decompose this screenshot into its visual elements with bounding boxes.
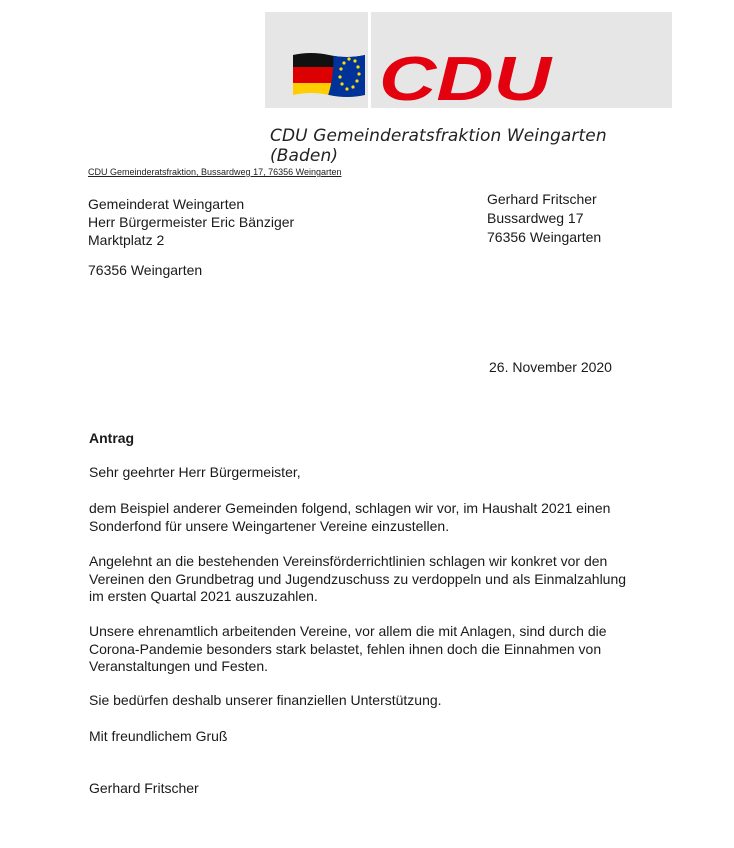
- closing: Mit freundlichem Gruß: [89, 728, 228, 744]
- flag-icon: [291, 51, 366, 99]
- text-line: im ersten Quartal 2021 auszuzahlen.: [89, 588, 318, 604]
- paragraph-3: [89, 623, 689, 676]
- logo-flag-panel: [265, 12, 368, 108]
- sender-street: Bussardweg 17: [487, 210, 584, 226]
- text-line: Veranstaltungen und Festen.: [89, 658, 269, 674]
- paragraph-2: [89, 553, 689, 606]
- return-address-line: CDU Gemeinderatsfraktion, Bussardweg 17, 76356 Weingarten: [88, 167, 342, 177]
- cdu-logo: [377, 48, 557, 104]
- letter-date: 26. November 2020: [489, 359, 612, 375]
- signature: Gerhard Fritscher: [89, 780, 199, 796]
- sender-name: Gerhard Fritscher: [487, 191, 597, 207]
- paragraph-4: [89, 692, 689, 710]
- text-line: Corona-Pandemie besonders stark belastet, fehlen ihnen doch die Einnahmen von: [89, 640, 602, 657]
- text-line: Angelehnt an die bestehenden Vereinsförderrichtlinien schlagen wir konkret vor den: [89, 553, 608, 569]
- sender-address: [487, 190, 601, 247]
- text-line: Sie bedürfen deshalb unserer finanziellen Unterstützung.: [89, 692, 442, 708]
- recipient-line: Herr Bürgermeister Eric Bänziger: [88, 214, 295, 230]
- recipient-line: Gemeinderat Weingarten: [88, 196, 245, 212]
- text-line: Sonderfond für unsere Weingartener Vereine einzustellen.: [89, 517, 450, 534]
- recipient-address: [88, 195, 294, 279]
- letter-subject: Antrag: [89, 430, 135, 446]
- cdu-logo-text: CDU: [379, 48, 554, 104]
- logo-cdu-panel: [371, 12, 672, 108]
- paragraph-1: [89, 500, 689, 535]
- sender-city: 76356 Weingarten: [487, 229, 602, 245]
- text-line: Vereinen den Grundbetrag und Jugendzuschuss zu verdoppeln und als Einmalzahlung: [89, 570, 627, 587]
- text-line: Unsere ehrenamtlich arbeitenden Vereine, vor allem die mit Anlagen, sind durch die: [89, 623, 607, 639]
- recipient-line: Marktplatz 2: [88, 232, 165, 248]
- party-title: CDU Gemeinderatsfraktion Weingarten (Baden): [270, 126, 607, 166]
- recipient-line: 76356 Weingarten: [88, 262, 203, 278]
- text-line: dem Beispiel anderer Gemeinden folgend, schlagen wir vor, im Haushalt 2021 einen: [89, 500, 611, 516]
- salutation: Sehr geehrter Herr Bürgermeister,: [89, 464, 301, 480]
